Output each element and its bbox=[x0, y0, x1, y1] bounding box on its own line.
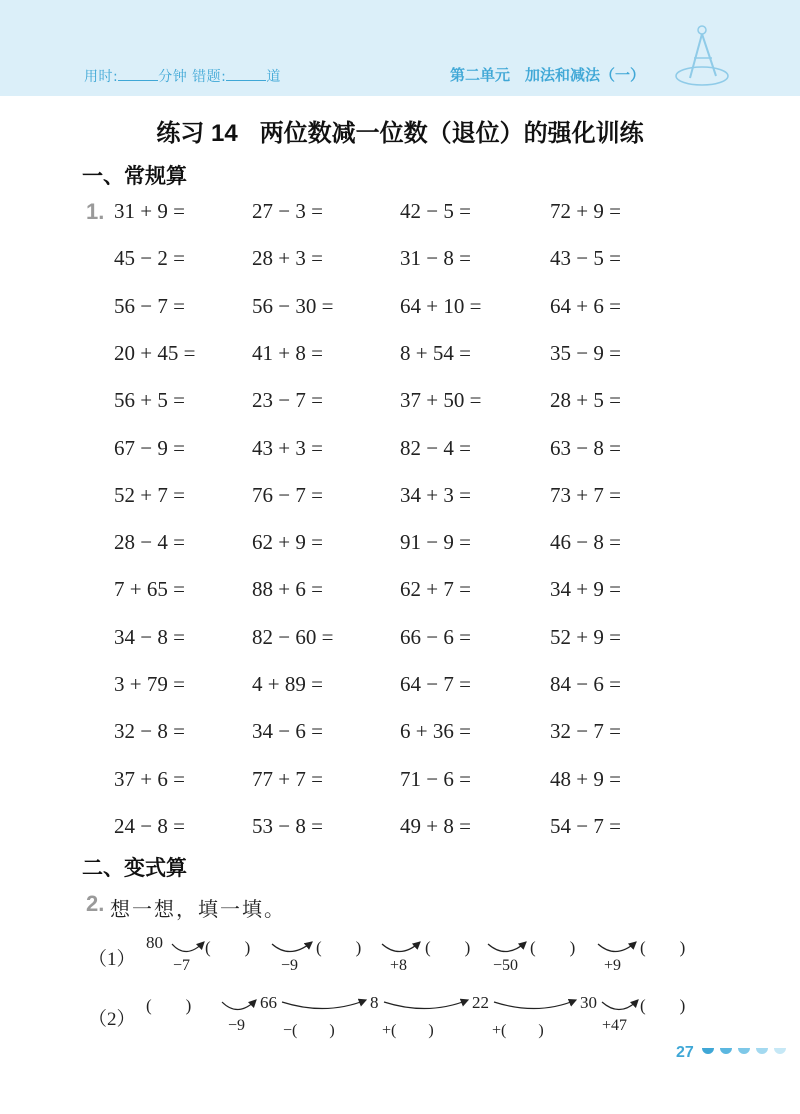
problem-r2-c2[interactable]: 28 + 3 = bbox=[252, 246, 323, 271]
exercise-title: 两位数减一位数（退位）的强化训练 bbox=[259, 119, 644, 147]
chain-1-node-3[interactable]: ( ) bbox=[316, 938, 362, 957]
problem-r1-c1[interactable]: 31 + 9 = bbox=[114, 199, 185, 223]
problem-r8-c2[interactable]: 62 + 9 = bbox=[252, 530, 323, 555]
problem-r1-c4[interactable]: 72 + 9 = bbox=[550, 199, 621, 223]
page-number: 27 bbox=[676, 1044, 694, 1061]
chain-2-arrow-4 bbox=[494, 1000, 576, 1009]
problem-r2-c1[interactable]: 45 − 2 = bbox=[114, 246, 185, 271]
problem-r7-c3[interactable]: 34 + 3 = bbox=[400, 482, 471, 507]
problem-r3-c3[interactable]: 64 + 10 = bbox=[400, 293, 482, 318]
problem-r5-c2[interactable]: 23 − 7 = bbox=[252, 388, 323, 413]
chain-2-op-4[interactable]: +( ) bbox=[492, 1022, 544, 1039]
problem-r3-c1[interactable]: 56 − 7 = bbox=[114, 293, 185, 318]
chain-2-label: （2） bbox=[88, 1009, 136, 1030]
chain-1-arrow-2 bbox=[272, 942, 312, 952]
problem-r10-c2[interactable]: 82 − 60 = bbox=[252, 624, 334, 649]
chain-2-arrow-2 bbox=[282, 1000, 366, 1009]
problem-r11-c3[interactable]: 64 − 7 = bbox=[400, 672, 471, 696]
page-decoration-dots bbox=[700, 1046, 800, 1062]
time-label: 用时: bbox=[84, 69, 119, 85]
problem-r4-c3[interactable]: 8 + 54 = bbox=[400, 340, 471, 365]
problem-r14-c2[interactable]: 53 − 8 = bbox=[252, 813, 323, 838]
chain-1-node-4[interactable]: ( ) bbox=[425, 938, 471, 957]
problem-r9-c3[interactable]: 62 + 7 = bbox=[400, 577, 471, 602]
chain-1-op-2: −9 bbox=[281, 957, 299, 974]
minute-label: 分钟 bbox=[158, 69, 188, 85]
chain-1-label: （1） bbox=[88, 949, 136, 970]
problem-r12-c4[interactable]: 32 − 7 = bbox=[550, 719, 621, 744]
chain-1-node-1: 80 bbox=[146, 933, 163, 952]
problem-r8-c4[interactable]: 46 − 8 = bbox=[550, 530, 621, 555]
chain-2-op-2[interactable]: −( ) bbox=[283, 1022, 335, 1039]
chain-1-arrow-5 bbox=[598, 942, 636, 952]
chain-1-op-3: +8 bbox=[390, 957, 408, 974]
problem-r13-c4[interactable]: 48 + 9 = bbox=[550, 766, 621, 791]
chain-2-arrow-1 bbox=[222, 1000, 256, 1010]
problem-r7-c1[interactable]: 52 + 7 = bbox=[114, 482, 185, 507]
problem-r2-c4[interactable]: 43 − 5 = bbox=[550, 246, 621, 271]
problem-r9-c4[interactable]: 34 + 9 = bbox=[550, 577, 621, 602]
page-title bbox=[0, 113, 800, 148]
problem-r12-c2[interactable]: 34 − 6 = bbox=[252, 719, 323, 744]
chain-2-op-5: +47 bbox=[602, 1017, 628, 1034]
problem-r6-c4[interactable]: 63 − 8 = bbox=[550, 435, 621, 460]
problem-r1-c2[interactable]: 27 − 3 = bbox=[252, 199, 323, 223]
chain-2-node-4: 22 bbox=[472, 993, 489, 1012]
chain-1-arrow-1 bbox=[172, 942, 204, 952]
chain-1-op-5: +9 bbox=[604, 957, 622, 974]
section-heading-variant: 二、变式算 bbox=[82, 856, 187, 880]
time-errors-record bbox=[84, 66, 281, 86]
problem-r10-c4[interactable]: 52 + 9 = bbox=[550, 624, 621, 649]
chain-1-node-2[interactable]: ( ) bbox=[205, 938, 251, 957]
chain-2-arrow-3 bbox=[384, 1000, 468, 1009]
question-unit: 道 bbox=[266, 69, 281, 85]
problem-r10-c3[interactable]: 66 − 6 = bbox=[400, 624, 471, 649]
problem-r8-c3[interactable]: 91 − 9 = bbox=[400, 530, 471, 555]
problem-r6-c3[interactable]: 82 − 4 = bbox=[400, 435, 471, 460]
problem-r2-c3[interactable]: 31 − 8 = bbox=[400, 246, 471, 271]
problem-r11-c2[interactable]: 4 + 89 = bbox=[252, 672, 323, 696]
problem-r12-c1[interactable]: 32 − 8 = bbox=[114, 719, 185, 744]
problem-r5-c4[interactable]: 28 + 5 = bbox=[550, 388, 621, 413]
problem-r7-c4[interactable]: 73 + 7 = bbox=[550, 482, 621, 507]
problem-r10-c1[interactable]: 34 − 8 = bbox=[114, 624, 185, 649]
question-number-2: 2. bbox=[86, 891, 105, 916]
chain-2-node-1[interactable]: ( ) bbox=[146, 996, 192, 1015]
chain-2-arrow-5 bbox=[602, 1000, 638, 1010]
chain-2-op-3[interactable]: +( ) bbox=[382, 1022, 434, 1039]
problem-r14-c3[interactable]: 49 + 8 = bbox=[400, 813, 471, 838]
section-heading-regular: 一、常规算 bbox=[82, 164, 187, 188]
problem-r3-c4[interactable]: 64 + 6 = bbox=[550, 293, 621, 318]
chain-2-node-2: 66 bbox=[260, 993, 277, 1012]
problem-r9-c2[interactable]: 88 + 6 = bbox=[252, 577, 323, 602]
chain-2-node-3: 8 bbox=[370, 993, 379, 1012]
problem-r5-c1[interactable]: 56 + 5 = bbox=[114, 388, 185, 413]
errors-blank[interactable] bbox=[226, 68, 266, 81]
problem-r12-c3[interactable]: 6 + 36 = bbox=[400, 719, 471, 744]
problem-r11-c1[interactable]: 3 + 79 = bbox=[114, 672, 185, 696]
problem-r13-c1[interactable]: 37 + 6 = bbox=[114, 766, 185, 791]
chain-1-arrow-3 bbox=[382, 942, 420, 952]
problem-r9-c1[interactable]: 7 + 65 = bbox=[114, 577, 185, 602]
problem-r4-c4[interactable]: 35 − 9 = bbox=[550, 340, 621, 365]
problem-r5-c3[interactable]: 37 + 50 = bbox=[400, 388, 482, 413]
chain-1-op-4: −50 bbox=[493, 957, 519, 974]
chain-1-arrow-4 bbox=[488, 942, 526, 952]
problem-r14-c4[interactable]: 54 − 7 = bbox=[550, 813, 621, 838]
chain-2-node-5: 30 bbox=[580, 993, 597, 1012]
problem-r8-c1[interactable]: 28 − 4 = bbox=[114, 530, 185, 555]
unit-title: 第二单元 加法和减法（一） bbox=[450, 66, 646, 84]
problem-r1-c3[interactable]: 42 − 5 = bbox=[400, 199, 471, 223]
problem-r4-c2[interactable]: 41 + 8 = bbox=[252, 340, 323, 365]
problem-r13-c3[interactable]: 71 − 6 = bbox=[400, 766, 471, 791]
chain-1-node-5[interactable]: ( ) bbox=[530, 938, 576, 957]
chain-1-op-1: −7 bbox=[173, 957, 191, 974]
exercise-number: 练习 14 bbox=[156, 120, 238, 147]
question-2-instruction: 想一想，填一填。 bbox=[110, 897, 286, 921]
chain-2-node-6[interactable]: ( ) bbox=[640, 996, 686, 1015]
time-blank[interactable] bbox=[118, 68, 158, 81]
problem-r7-c2[interactable]: 76 − 7 = bbox=[252, 482, 323, 507]
problem-r13-c2[interactable]: 77 + 7 = bbox=[252, 766, 323, 791]
errors-label: 错题: bbox=[192, 69, 227, 85]
problem-r4-c1[interactable]: 20 + 45 = bbox=[114, 340, 196, 365]
problem-r6-c2[interactable]: 43 + 3 = bbox=[252, 435, 323, 460]
chain-1-node-6[interactable]: ( ) bbox=[640, 938, 686, 957]
question-number-1: 1. bbox=[86, 199, 105, 224]
compass-icon bbox=[672, 22, 736, 88]
problem-r6-c1[interactable]: 67 − 9 = bbox=[114, 435, 185, 460]
problem-r3-c2[interactable]: 56 − 30 = bbox=[252, 293, 334, 318]
problem-r14-c1[interactable]: 24 − 8 = bbox=[114, 813, 185, 838]
problem-r11-c4[interactable]: 84 − 6 = bbox=[550, 672, 621, 696]
chain-2-op-1: −9 bbox=[228, 1017, 246, 1034]
